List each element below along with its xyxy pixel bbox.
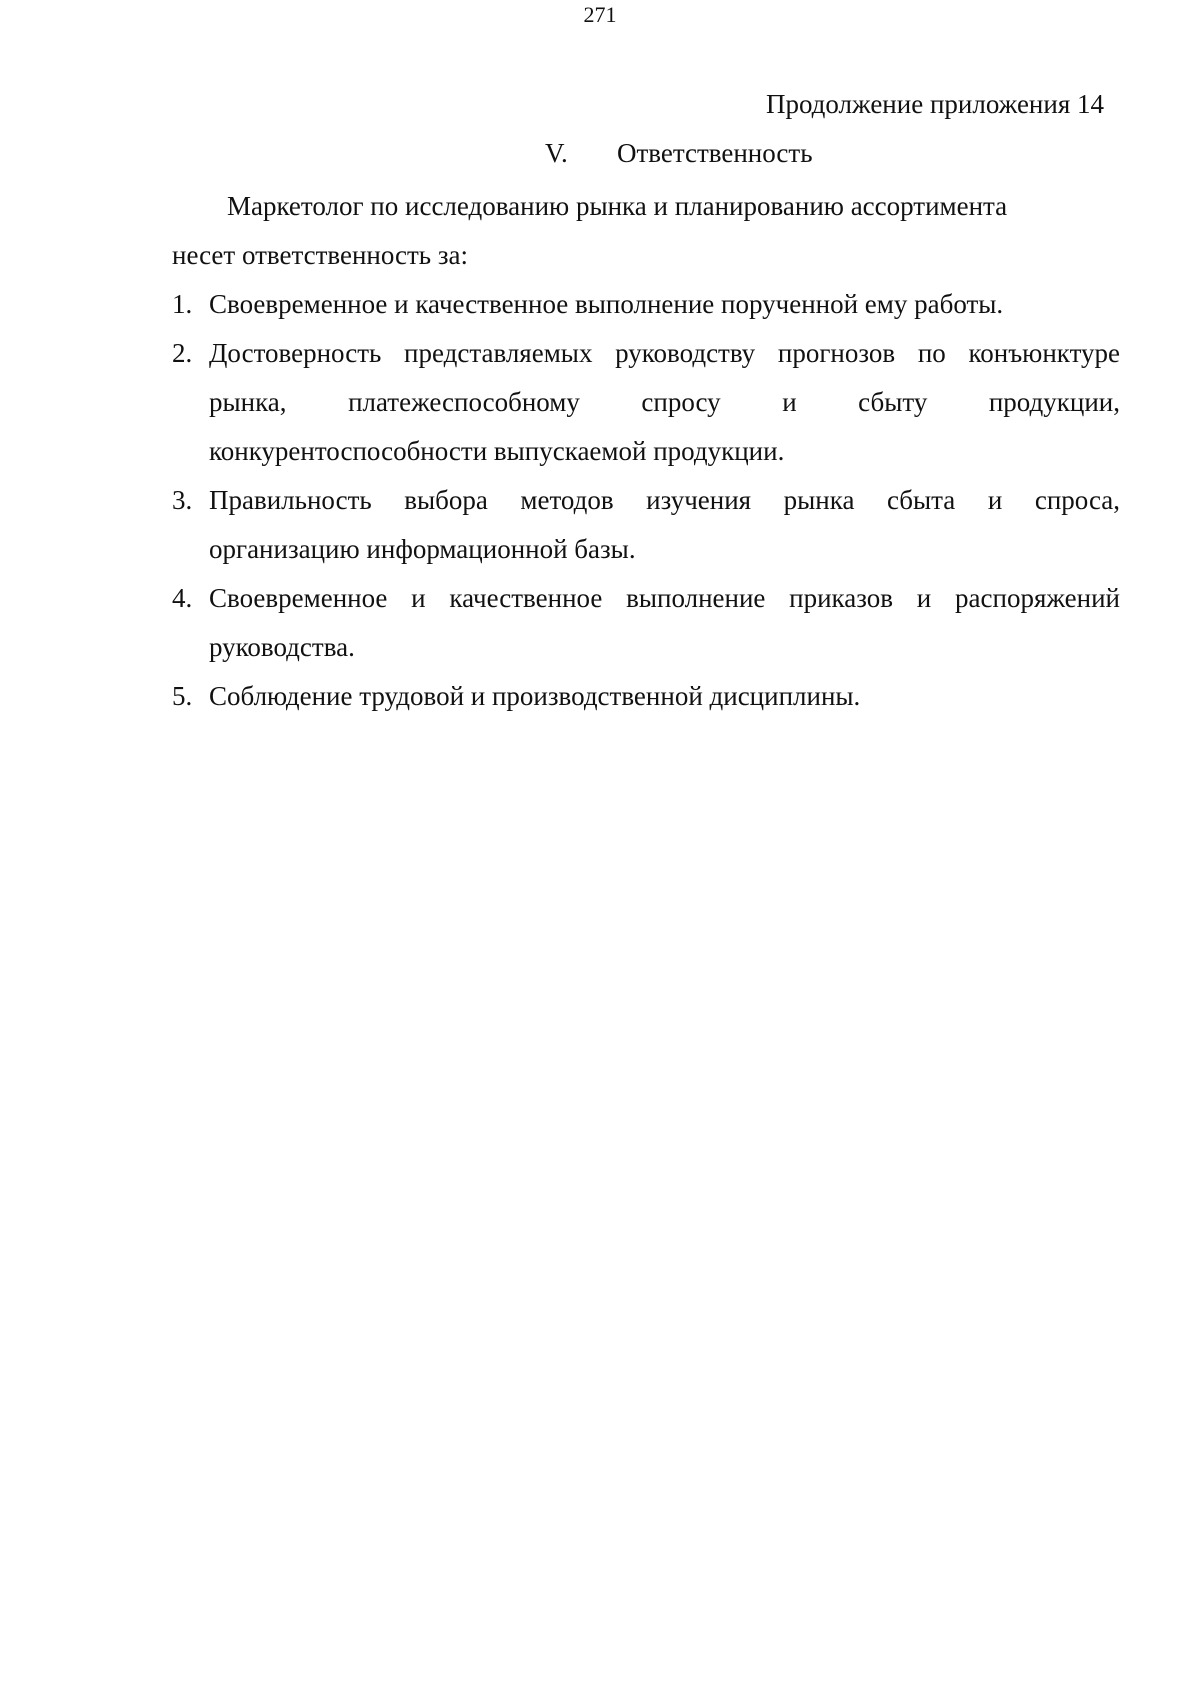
document-body (172, 182, 1120, 721)
section-number: V. (545, 138, 568, 168)
list-item-line: Достоверность представляемых руководству прогнозов по конъюнктуре (209, 338, 1120, 368)
list-item-number: 2. (172, 338, 193, 368)
list-item-line: Соблюдение трудовой и производственной дисциплины. (209, 681, 861, 711)
list-item (172, 329, 1120, 476)
page-number: 271 (583, 2, 617, 27)
list-item-line: конкурентоспособности выпускаемой продукции. (209, 436, 785, 466)
list-item-line: Правильность выбора методов изучения рынка сбыта и спроса, (209, 485, 1120, 515)
list-item (172, 280, 1120, 329)
list-item (172, 476, 1120, 574)
list-item (172, 574, 1120, 672)
list-item-line: организацию информационной базы. (209, 534, 636, 564)
intro-line: несет ответственность за: (172, 240, 469, 270)
list-item-line: Своевременное и качественное выполнение приказов и распоряжений (209, 583, 1120, 613)
appendix-continuation-note: Продолжение приложения 14 (765, 89, 1104, 119)
list-item-number: 3. (172, 485, 193, 515)
section-title: Ответственность (617, 138, 813, 168)
list-item-line: Своевременное и качественное выполнение порученной ему работы. (209, 289, 1004, 319)
list-item-line: руководства. (209, 632, 355, 662)
list-item-number: 1. (172, 289, 193, 319)
responsibility-list (172, 280, 1120, 721)
list-item-number: 5. (172, 681, 193, 711)
list-item (172, 672, 1120, 721)
list-item-line: рынка, платежеспособному спросу и сбыту продукции, (209, 387, 1120, 417)
list-item-number: 4. (172, 583, 193, 613)
intro-line: Маркетолог по исследованию рынка и планированию ассортимента (227, 191, 1008, 221)
